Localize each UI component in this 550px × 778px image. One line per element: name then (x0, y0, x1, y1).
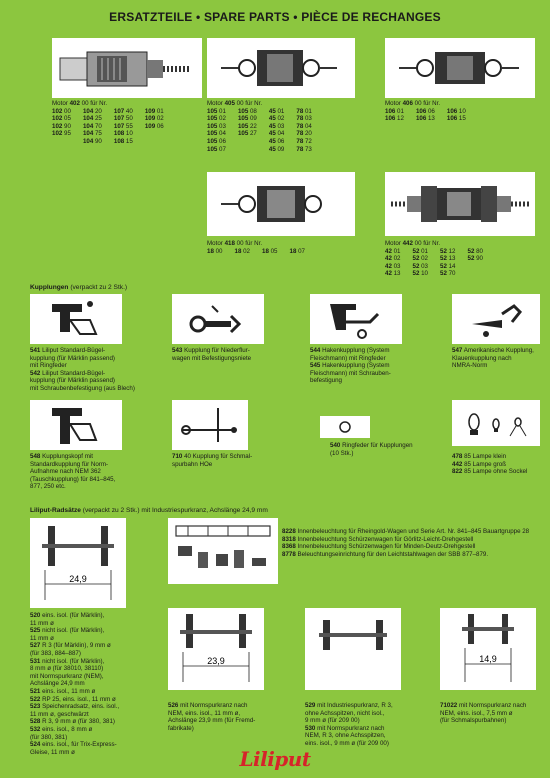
motor-code: 102 95 (52, 130, 71, 138)
motor-code (468, 270, 484, 278)
motor-code: 105 03 (207, 122, 226, 130)
caption-line: Klauenkupplung nach (452, 354, 512, 362)
wheelset-529-caption (305, 702, 393, 748)
wheelset-71022-photo (440, 608, 536, 690)
motor-title: Motor 406 00 für Nr. (385, 100, 441, 107)
caption-line: 527 R 3 (für Märklin), 9 mm ø (30, 642, 111, 650)
motor-code: 105 07 (207, 145, 226, 153)
caption-line: Aufnahme nach NEM 362 (30, 468, 101, 476)
motor-405-caption (207, 100, 312, 153)
caption-line: kupplung (für Märklin passend) (30, 354, 115, 362)
caption-line: 542 Liliput Standard-Bügel- (30, 369, 106, 377)
motor-code: 104 70 (82, 122, 102, 130)
caption-line: 524 eins. isol., für Trix-Express- (30, 741, 117, 749)
motor-code: 18 07 (289, 247, 305, 255)
motor-code: 109 02 (144, 115, 164, 123)
motor-code: 105 06 (207, 137, 226, 145)
caption-line: kupplung (für Märklin passend) (30, 377, 115, 385)
motor-code (238, 146, 257, 154)
motor-title: Motor 418 00 für Nr. (207, 240, 263, 247)
motor-code: 18 00 (207, 247, 223, 255)
caption-line: 710 40 Kupplung für Schmal- (172, 453, 253, 460)
coupling-548-photo (30, 400, 122, 450)
radsaetze-heading: Liliput-Radsätze (verpackt zu 2 Stk.) mit Industriespurkranz, Achslänge 24,9 mm (30, 507, 268, 514)
motor-code: 52 01 (412, 247, 428, 255)
caption-line: 8368 Innenbeleuchtung Schürzenwagen für Minden-Deutz-Drehgestell (282, 543, 476, 551)
motor-title: Motor 442 00 für Nr. (385, 240, 441, 247)
motor-code: 52 10 (412, 270, 428, 278)
caption-line: 543 Kupplung für Niederflur- (172, 347, 250, 354)
motor-code: 78 72 (296, 137, 312, 145)
caption-line: (Tauschkupplung) für 841–845, (30, 475, 116, 483)
page-title: ERSATZTEILE • SPARE PARTS • PIÈCE DE RECHANGES (109, 10, 441, 24)
caption-line: (für Schmalspurbahnen) (440, 717, 507, 725)
caption-line: 71022 mit Normspurkranz nach (440, 702, 527, 709)
caption-line: (für 383, 884–887) (30, 649, 81, 657)
caption-line: 8228 Innenbeleuchtung für Rheingold-Wagen und Serie Art. Nr. 841–845 Bauartgruppe 28 (282, 528, 530, 535)
motor-code: 18 05 (262, 247, 278, 255)
caption-line: 540 Ringfeder für Kupplungen (330, 442, 413, 449)
coupling-544-photo (310, 294, 402, 344)
caption-line: mit Schraubenbefestigung (aus Blech) (30, 384, 135, 392)
coupling-544-caption (310, 347, 391, 385)
motor-code: 102 05 (52, 115, 71, 123)
motor-406-photo (385, 38, 535, 98)
coupling-548-caption (30, 453, 115, 491)
wheelset-71022-caption (440, 702, 526, 725)
motor-code: 78 73 (296, 145, 312, 153)
caption-line: 11 mm ø (30, 634, 54, 642)
motor-code: 108 15 (113, 137, 133, 145)
caption-line: Fleischmann) mit Ringfeder (310, 354, 386, 362)
motor-code: 78 04 (296, 122, 312, 130)
motor-code-list (385, 108, 466, 123)
motor-code (468, 263, 484, 271)
motor-code: 104 20 (82, 107, 102, 115)
wheelset-main-caption (30, 612, 119, 756)
motor-442-photo (385, 172, 535, 236)
caption-line: Standardkupplung für Norm- (30, 460, 109, 468)
ringfeder-540-caption (330, 442, 413, 457)
coupling-547-caption (452, 347, 534, 370)
motor-code: 45 04 (268, 130, 285, 138)
caption-line: 522 RP 25, eins. isol., 11 mm ø (30, 695, 116, 703)
axle-dimension: 24,9 (69, 574, 87, 584)
caption-line: NEM, R 3, ohne Achsspitzen, (305, 732, 386, 740)
motor-code: 52 90 (467, 255, 483, 263)
motor-code: 102 90 (52, 122, 71, 130)
motor-code: 106 01 (385, 107, 404, 115)
motor-code: 42 02 (385, 255, 401, 263)
motor-code: 104 25 (82, 115, 102, 123)
lamps-photo (452, 400, 540, 446)
caption-line: 532 eins. isol., 8 mm ø (30, 725, 93, 733)
caption-line: 526 mit Normspurkranz nach (168, 702, 248, 709)
caption-line: 531 nicht isol. (für Märklin), (30, 657, 105, 665)
motor-code: 78 20 (296, 130, 312, 138)
kupplungen-heading: Kupplungen (verpackt zu 2 Stk.) (30, 284, 128, 291)
caption-line: 545 Hakenkupplung (System (310, 362, 390, 370)
motor-code-list (207, 108, 312, 154)
axle-dimension: 14,9 (479, 654, 497, 664)
caption-line: 530 mit Normspurkranz nach (305, 724, 385, 732)
motor-code (145, 138, 164, 146)
caption-line: mit Ringfeder (30, 362, 67, 370)
coupling-710-caption (172, 453, 252, 468)
motor-code: 52 02 (412, 255, 428, 263)
axle-dimension: 23,9 (207, 656, 225, 666)
caption-line: 11 mm ø, geschwärzt (30, 710, 89, 718)
caption-line: NEM, eins. isol., 7,5 mm ø (440, 709, 513, 717)
motor-code: 45 03 (268, 122, 285, 130)
motor-code: 105 01 (207, 107, 226, 115)
motor-code-list (52, 108, 164, 146)
motor-code: 52 80 (467, 247, 483, 255)
motor-title: Motor 405 00 für Nr. (207, 100, 263, 107)
lighting-caption (282, 528, 529, 558)
caption-line: (10 Stk.) (330, 449, 354, 457)
caption-line: 528 R 3, 9 mm ø (für 380, 381) (30, 718, 115, 726)
motor-402-photo (52, 38, 202, 98)
caption-line: befestigung (310, 377, 342, 385)
motor-code: 78 03 (296, 115, 312, 123)
coupling-541-caption (30, 347, 135, 393)
caption-line: 8 mm ø (für 38010, 38110) (30, 665, 104, 673)
motor-code: 45 02 (268, 115, 285, 123)
motor-code-list (207, 248, 305, 256)
caption-line: 8778 Beleuchtungseinrichtung für den Leichtstahlwagen der SBB 877–879. (282, 550, 489, 558)
coupling-543-photo (172, 294, 264, 344)
motor-code: 52 03 (412, 262, 428, 270)
caption-line: 8318 Innenbeleuchtung Schürzenwagen für Görlitz-Leicht-Drehgestell (282, 535, 474, 543)
motor-code: 105 09 (237, 115, 257, 123)
caption-line: 523 Speichenradsatz, eins. isol., (30, 703, 120, 711)
wheelset-526-photo (168, 608, 264, 690)
motor-code: 105 04 (207, 130, 226, 138)
caption-line: 548 Kupplungskopf mit (30, 453, 93, 460)
motor-code: 105 08 (237, 107, 257, 115)
coupling-543-caption (172, 347, 251, 362)
caption-line: spurbahn HOe (172, 460, 213, 468)
motor-code: 107 50 (113, 115, 133, 123)
caption-line: 547 Amerikanische Kupplung, (452, 347, 534, 354)
motor-code (52, 138, 71, 146)
caption-line: ohne Achsspitzen, nicht isol., (305, 709, 385, 717)
motor-code: 42 13 (385, 270, 401, 278)
caption-line: 478 85 Lampe klein (452, 453, 507, 460)
caption-line: Achslänge 23,9 mm (für Fremd- (168, 717, 256, 725)
motor-code: 52 14 (440, 262, 456, 270)
caption-line: 529 mit Industriespurkranz, R 3, (305, 702, 393, 709)
lighting-photo (168, 518, 278, 584)
caption-line: (für 380, 381) (30, 733, 68, 741)
caption-line: 525 nicht isol. (für Märklin), (30, 627, 105, 635)
motor-code: 52 13 (440, 255, 456, 263)
motor-code: 42 01 (385, 247, 401, 255)
liliput-logo: Liliput (239, 747, 311, 771)
motor-code: 105 22 (237, 122, 257, 130)
caption-line: Achslänge 24,9 mm (30, 680, 85, 688)
caption-line: 442 85 Lampe groß (452, 460, 507, 468)
caption-line: NMRA-Norm (452, 362, 488, 370)
motor-code: 105 02 (207, 115, 226, 123)
motor-402-caption (52, 100, 164, 146)
wheelset-529-photo (305, 608, 401, 690)
motor-code: 106 12 (385, 115, 404, 123)
motor-code: 106 15 (446, 115, 466, 123)
wheelset-526-caption (168, 702, 255, 732)
caption-line: Gleise, 11 mm ø (30, 748, 75, 756)
motor-442-caption (385, 240, 483, 278)
caption-line: 11 mm ø (30, 619, 54, 627)
lamps-caption (452, 453, 527, 476)
motor-code: 78 01 (296, 107, 312, 115)
motor-code: 45 09 (268, 145, 285, 153)
caption-line: mit Normspurkranz (NEM), (30, 672, 104, 680)
caption-line: Fleischmann) mit Schrauben- (310, 369, 391, 377)
motor-code: 42 03 (385, 262, 401, 270)
motor-code: 108 10 (113, 130, 133, 138)
motor-418-caption (207, 240, 305, 255)
motor-code: 18 02 (234, 247, 250, 255)
motor-code-list (385, 248, 483, 278)
motor-code: 52 12 (440, 247, 456, 255)
motor-code (238, 138, 257, 146)
motor-code: 102 00 (52, 107, 71, 115)
motor-406-caption (385, 100, 466, 123)
motor-code: 104 75 (82, 130, 102, 138)
motor-title: Motor 402 00 für Nr. (52, 100, 108, 107)
wheelset-main-photo (30, 518, 126, 608)
motor-code: 107 40 (113, 107, 133, 115)
caption-line: fabrikate) (168, 724, 194, 732)
motor-code: 105 27 (237, 130, 257, 138)
motor-code: 106 13 (415, 115, 435, 123)
motor-code: 52 70 (440, 270, 456, 278)
motor-code: 107 55 (113, 122, 133, 130)
caption-line: 521 eins. isol., 11 mm ø (30, 687, 96, 695)
motor-code: 106 10 (446, 107, 466, 115)
caption-line: 877, 250 etc. (30, 483, 66, 491)
caption-line: wagen mit Befestigungsniete (172, 354, 252, 362)
motor-code: 45 06 (268, 137, 285, 145)
motor-418-photo (207, 172, 355, 236)
coupling-541-photo (30, 294, 122, 344)
caption-line: 9 mm ø (für 209 00) (305, 717, 360, 725)
motor-code (145, 130, 164, 138)
motor-code: 45 01 (268, 107, 285, 115)
motor-code: 106 06 (415, 107, 435, 115)
motor-code: 109 01 (144, 107, 164, 115)
coupling-547-photo (452, 294, 540, 344)
caption-line: 541 Liliput Standard-Bügel- (30, 347, 106, 354)
caption-line: 544 Hakenkupplung (System (310, 347, 390, 354)
caption-line: 520 eins. isol. (für Märklin), (30, 612, 105, 619)
caption-line: eins. isol., 9 mm ø (für 209 00) (305, 739, 389, 747)
caption-line: 822 85 Lampe ohne Sockel (452, 468, 528, 476)
coupling-710-photo (172, 400, 248, 450)
caption-line: NEM, eins. isol., 11 mm ø, (168, 709, 241, 717)
ringfeder-540-photo (320, 416, 370, 438)
motor-405-photo (207, 38, 355, 98)
motor-code: 104 90 (82, 137, 102, 145)
motor-code: 109 06 (144, 122, 164, 130)
